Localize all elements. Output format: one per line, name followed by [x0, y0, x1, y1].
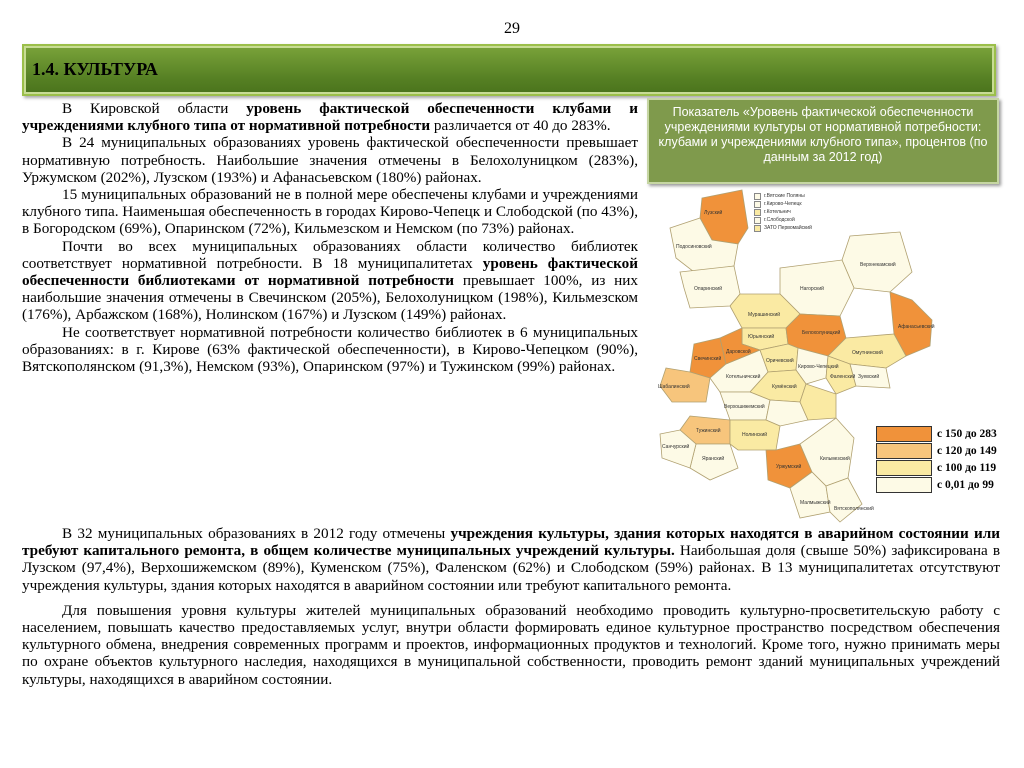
paragraph [22, 238, 638, 324]
legend-row [876, 459, 1008, 476]
map-label: Белохолуницкий [802, 330, 841, 336]
map-label: Уржумский [776, 464, 802, 470]
map-label: Шабалинский [658, 384, 690, 390]
map-label: Свечинский [694, 356, 722, 362]
bold-text: уровень фактической обеспеченности библиотеками от нормативной потребности [22, 254, 638, 290]
map-legend-item: г.Котельнич [754, 208, 812, 216]
legend-row [876, 425, 1008, 442]
region-yaransky [690, 444, 738, 480]
map-label: Котельничский [726, 374, 761, 380]
map-label: Нагорский [800, 286, 824, 292]
map-legend-item: г.Вятские Поляны [754, 192, 812, 200]
map-label: Оричевский [766, 358, 794, 364]
map-label: Кирово-Чепецкий [798, 364, 839, 370]
legend-label: с 150 до 283 [937, 427, 997, 440]
bold-text: учреждения культуры, здания которых находятся в аварийном состоянии или требуют капитального ремонта, в общем количестве муниципальных учреждений культуры. [22, 525, 1000, 560]
map-caption-box: Показатель «Уровень фактической обеспеченности учреждениями культуры от нормативной потребности: клубами и учреждениями клубного типа», процентов (по данным за 2012 год) [647, 98, 999, 184]
section-header [22, 44, 996, 96]
map-label: Мурашинский [748, 312, 781, 318]
text-run: Почти во всех муниципальных образованиях области количество библиотек соответствует нормативной потребности. В 18 муниципалитетах [22, 237, 638, 272]
text-run: В 24 муниципальных образованиях уровень фактической обеспеченности превышает нормативную потребность. Наибольшие значения отмечены в Белохолуницком (283%), Уржумском (202%), Лузском (193%) и Афанасьевском (180%) районах. [22, 134, 638, 186]
region-bogorodsky [800, 384, 836, 420]
text-run: В Кировской области [62, 100, 247, 117]
map-label: Тужинский [696, 428, 721, 434]
paragraph [22, 324, 638, 376]
map-label: Юрьянский [748, 334, 775, 340]
legend-row [876, 442, 1008, 459]
value-range-legend [876, 425, 1008, 493]
legend-swatch [876, 426, 932, 442]
legend-swatch [876, 460, 932, 476]
page-number: 29 [504, 20, 520, 37]
map-label: Кильмезский [820, 456, 850, 462]
map-label: Верхнекамский [860, 262, 896, 268]
text-run: 15 муниципальных образований не в полной мере обеспечены клубами и учреждениями клубного типа. Наименьшая обеспеченность в городах Кирово-Чепецк и Слободской (по 43%), в Богородском (69%), Опаринском (72%), Кильмезском и Немском (по 73%) районах. [22, 186, 638, 238]
paragraph [22, 602, 1000, 688]
text-run: Наибольшая доля (свыше 50%) зафиксирована в Лузском (97,4%), Верхошижемском (89%), Куменском (75%), Фаленском (62%) и Слободском (59%) районах. В 13 муниципалитетах отсутствуют учреждения культуры, здания которых находятся в аварийном состоянии или требуют капитального ремонта. [22, 542, 1001, 594]
paragraph [22, 525, 1000, 594]
region-vyatskopolyansky [826, 478, 862, 522]
map-legend-item: г.Кирово-Чепецк [754, 200, 812, 208]
map-label: Зуевский [858, 374, 880, 380]
map-label: Опаринский [694, 286, 722, 292]
text-run: превышает 100%, из них наибольшие значения отмечены в Свечинском (205%), Белохолуницком (198%), Кильмезском (176%), Арбажском (168%), Нолинском (167%) и Лузском (149%) районах. [22, 272, 638, 324]
paragraph [22, 100, 638, 134]
text-run: различается от 40 до 283%. [430, 117, 611, 135]
map-legend-item: г.Слободской [754, 216, 812, 224]
left-text-column [22, 100, 638, 375]
section-title: 1.4. КУЛЬТУРА [32, 59, 158, 79]
map-label: Яранский [702, 456, 725, 462]
legend-label: с 0,01 до 99 [937, 478, 994, 491]
text-run: В 32 муниципальных образованиях в 2012 году отмечены [62, 525, 451, 542]
map-label: Фаленский [830, 374, 856, 380]
map-legend-item: ЗАТО Первомайский [754, 224, 812, 232]
map-label: Кумёнский [772, 384, 797, 390]
map-label: Подосиновский [676, 244, 712, 250]
text-run: Для повышения уровня культуры жителей муниципальных образований необходимо проводить культурно-просветительскую работу с населением, повышать качество предоставляемых услуг, внутри области формировать единое культурное пространство посредством обеспечения культурного обмена, внедрения современных программ и проектов, информационных продуктов и технологий. Кроме того, нужно принимать меры по охране объектов культурного наследия, находящихся в муниципальной собственности, проводить ремонт зданий муниципальных учреждений культуры, находящихся в аварийном состоянии. [22, 601, 1000, 688]
text-run: Не соответствует нормативной потребности количество библиотек в 6 муниципальных образованиях: в г. Кирове (63% фактической обеспеченности), в Кирово-Чепецком (90%), Вятскополянском (91,3%), Немском (93%), Опаринском (97%) и Тужинском (99%) районах. [22, 323, 638, 376]
legend-swatch [876, 443, 932, 459]
legend-label: с 120 до 149 [937, 444, 997, 457]
bold-text: уровень фактической обеспеченности клубами и учреждениями клубного типа от нормативной потребности [22, 100, 638, 135]
map-label: Вятскополянский [834, 506, 874, 512]
legend-label: с 100 до 119 [937, 461, 997, 474]
map-label: Омутнинский [852, 350, 883, 356]
map-label: Санчурский [662, 444, 690, 450]
paragraph [22, 186, 638, 238]
map-label: Даровской [726, 349, 751, 355]
map-label: Верхошижемский [724, 404, 765, 410]
map-city-legend [754, 192, 812, 232]
legend-row [876, 476, 1008, 493]
legend-swatch [876, 477, 932, 493]
map-label: Лузский [704, 210, 723, 216]
map-label: Малмыжский [800, 500, 831, 506]
full-width-text [22, 525, 1000, 688]
map-label: Нолинский [742, 432, 768, 438]
paragraph [22, 134, 638, 186]
map-label: Афанасьевский [898, 324, 935, 330]
